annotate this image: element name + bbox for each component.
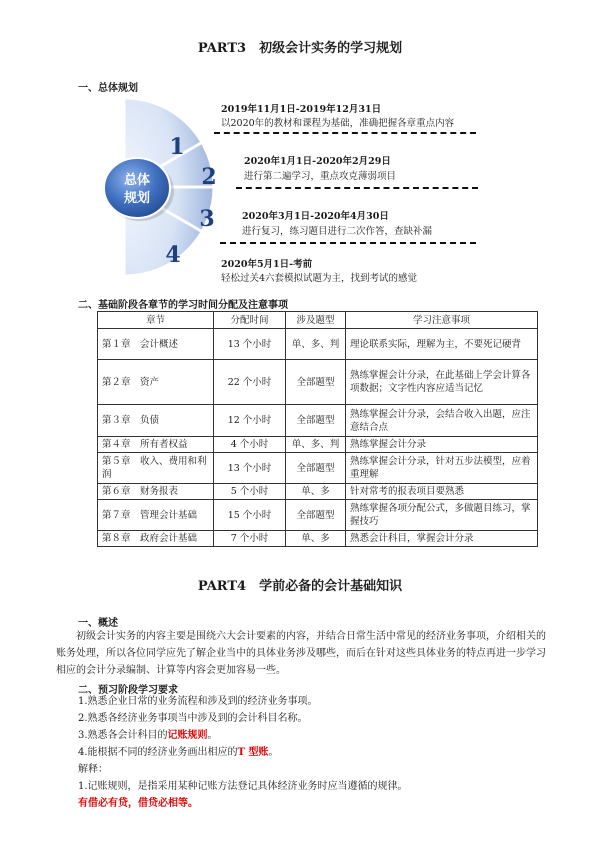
cell-time: 13 个小时 (214, 329, 286, 360)
hub-label-line2: 规划 (123, 191, 151, 206)
cell-notes: 熟练掌握会计分录，在此基础上学会计算各项数据；文字性内容应适当记忆 (346, 360, 538, 405)
cell-question-type: 全部题型 (286, 360, 346, 405)
header-time: 分配时间 (214, 312, 286, 329)
cell-notes: 熟练掌握会计分录，针对五步法模型，应着重理解 (346, 453, 538, 484)
cell-notes: 熟练掌握各项分配公式，多做题目练习，掌握技巧 (346, 500, 538, 531)
step-3-date: 2020年3月1日-2020年4月30日 (242, 211, 389, 222)
table-row (98, 437, 538, 453)
cell-chapter: 第２章 资产 (98, 360, 214, 405)
cell-question-type: 单、多、判 (286, 329, 346, 360)
cell-chapter: 第１章 会计概述 (98, 329, 214, 360)
section-heading-overview: 一、概述 (78, 618, 118, 629)
requirement-2: 2.熟悉各经济业务事项当中涉及到的会计科目名称。 (78, 713, 308, 724)
cell-chapter: 第７章 管理会计基础 (98, 500, 214, 531)
cell-time: 22 个小时 (214, 360, 286, 405)
step-number-3: 3 (199, 206, 215, 232)
cell-question-type: 全部题型 (286, 453, 346, 484)
requirement-3-prefix: 3.熟悉各会计科目的 (78, 730, 168, 741)
cell-question-type: 单、多 (286, 484, 346, 500)
step-number-4: 4 (165, 242, 181, 268)
cell-chapter: 第３章 负债 (98, 405, 214, 437)
table-row (98, 531, 538, 547)
cell-chapter: 第４章 所有者权益 (98, 437, 214, 453)
requirement-4-prefix: 4.能根据不同的经济业务画出相应的 (78, 747, 238, 758)
header-notes: 学习注意事项 (346, 312, 538, 329)
cell-question-type: 全部题型 (286, 500, 346, 531)
cell-notes: 针对常考的报表项目要熟悉 (346, 484, 538, 500)
step-2-desc: 进行第二遍学习，重点攻克薄弱项目 (244, 171, 397, 182)
cell-time: 12 个小时 (214, 405, 286, 437)
requirement-3-highlight: 记账规则 (167, 730, 208, 741)
step-3-desc: 进行复习，练习题目进行二次作答，查缺补漏 (242, 226, 433, 237)
cell-time: 15 个小时 (214, 500, 286, 531)
table-row (98, 453, 538, 484)
requirement-4-highlight: T 型账 (237, 747, 269, 758)
step-4-desc: 轻松过关4六套模拟试题为主，找到考试的感觉 (221, 273, 418, 284)
header-chapter: 章节 (98, 312, 214, 329)
plan-hub (100, 153, 174, 227)
cell-notes: 熟练掌握会计分录 (346, 437, 538, 453)
hub-label-line1: 总体 (123, 173, 151, 188)
section-heading-preview-requirements: 二、预习阶段学习要求 (78, 685, 178, 696)
cell-time: 5 个小时 (214, 484, 286, 500)
table-row (98, 500, 538, 531)
header-question-type: 涉及题型 (286, 312, 346, 329)
step-1-desc: 以2020年的教材和课程为基础，准确把握各章重点内容 (221, 118, 455, 129)
section-heading-time-allocation: 二、基础阶段各章节的学习时间分配及注意事项 (78, 300, 288, 311)
cell-question-type: 单、多 (286, 531, 346, 547)
section-heading-overall-plan: 一、总体规划 (78, 83, 138, 94)
cell-question-type: 单、多、判 (286, 437, 346, 453)
cell-chapter: 第６章 财务报表 (98, 484, 214, 500)
step-1-divider (214, 132, 476, 134)
cell-notes: 理论联系实际，理解为主，不要死记硬背 (346, 329, 538, 360)
step-1-date: 2019年11月1日-2019年12月31日 (221, 104, 382, 115)
step-2-divider (236, 187, 478, 189)
table-row (98, 405, 538, 437)
debit-credit-rule: 有借必有贷，借贷必相等。 (78, 798, 198, 809)
table-row (98, 360, 538, 405)
study-plan-table (97, 311, 538, 547)
requirement-3-suffix: 。 (207, 730, 218, 741)
table-row (98, 484, 538, 500)
cell-notes: 熟练掌握会计分录，会结合收入出题，应注意结合点 (346, 405, 538, 437)
requirement-1: 1.熟悉企业日常的业务流程和涉及到的经济业务事项。 (78, 696, 318, 707)
requirement-4 (78, 744, 278, 761)
cell-time: 4 个小时 (214, 437, 286, 453)
step-2-date: 2020年1月1日-2020年2月29日 (244, 156, 391, 167)
overview-paragraph: 初级会计实务的内容主要是围绕六大会计要素的内容，并结合日常生活中常见的经济业务事项，介绍相关的账务处理，所以各位同学应先了解企业当中的具体业务涉及哪些，而后在针对这些具体业务的特点再进一步学习相应的会计分录编制、计算等内容会更加容易一些。 (56, 631, 546, 676)
step-number-2: 2 (201, 164, 217, 190)
cell-time: 7 个小时 (214, 531, 286, 547)
cell-notes: 熟悉会计科目，掌握会计分录 (346, 531, 538, 547)
table-row (98, 329, 538, 360)
table-header-row (98, 312, 538, 329)
requirement-3 (78, 727, 218, 744)
explain-1: 1.记账规则，是指采用某种记账方法登记具体经济业务时应当遵循的规律。 (78, 781, 408, 792)
cell-chapter: 第８章 政府会计基础 (98, 531, 214, 547)
step-4-date: 2020年5月1日-考前 (221, 259, 313, 270)
cell-time: 13 个小时 (214, 453, 286, 484)
cell-question-type: 全部题型 (286, 405, 346, 437)
requirement-4-suffix: 。 (268, 747, 279, 758)
part4-title: PART4 学前必备的会计基础知识 (197, 579, 403, 594)
step-3-divider (220, 242, 476, 244)
cell-chapter: 第５章 收入、费用和利润 (98, 453, 214, 484)
explain-label: 解释： (78, 764, 108, 775)
part3-title: PART3 初级会计实务的学习规划 (197, 41, 403, 56)
step-number-1: 1 (169, 134, 185, 160)
